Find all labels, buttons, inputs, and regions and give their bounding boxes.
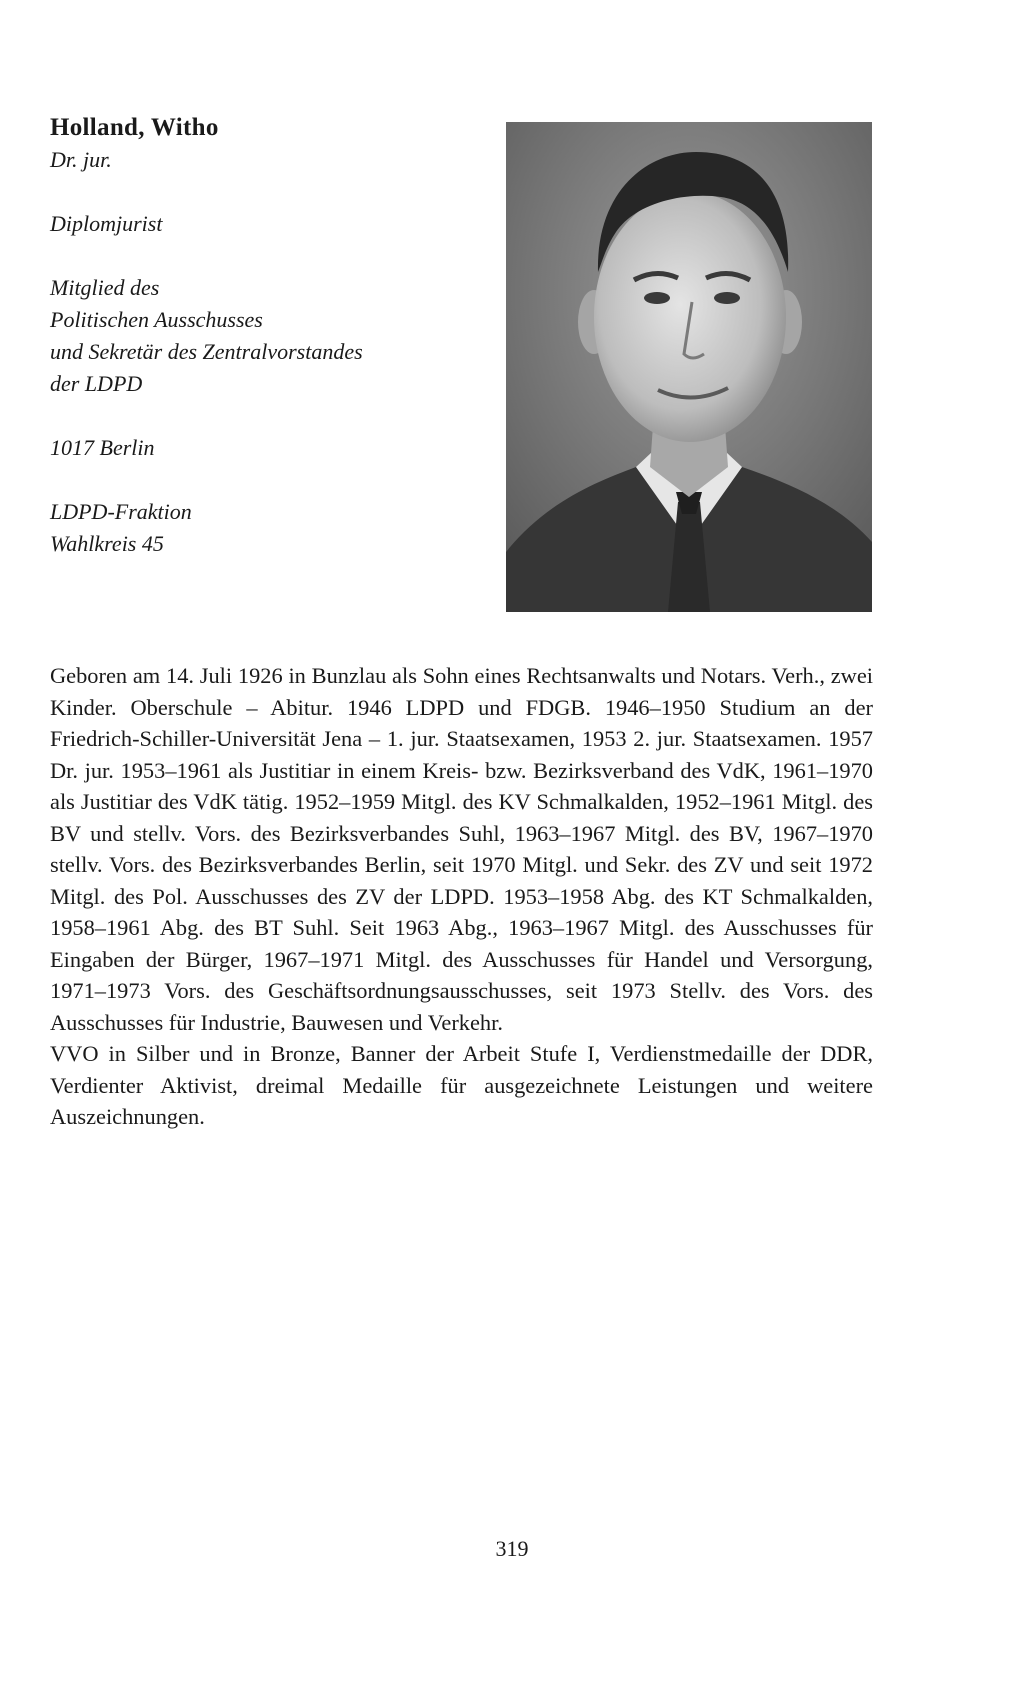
awards-text: VVO in Silber und in Bronze, Banner der Arbeit Stufe I, Verdienstmedaille der DDR, Verdienter Aktivist, dreimal Medaille für ausgezeichnete Leistungen und weitere Auszeichnungen. bbox=[50, 1041, 873, 1129]
position-line-1: Mitglied des bbox=[50, 275, 160, 300]
portrait-photo bbox=[506, 122, 872, 612]
person-name: Holland, Witho bbox=[50, 114, 219, 141]
person-faction: LDPD-Fraktion bbox=[50, 499, 192, 524]
position-line-3: und Sekretär des Zentralvorstandes bbox=[50, 339, 363, 364]
biography-text: Geboren am 14. Juli 1926 in Bunzlau als Sohn eines Rechtsanwalts und Notars. Verh., zwei Kinder. Oberschule – Abitur. 1946 LDPD und FDGB. 1946–1950 Studium an der Friedrich-Schiller-Universität Jena – 1. jur. Staatsexamen, 1953 2. jur. Staatsexamen. 1957 Dr. jur. 1953–1961 als Justitiar in einem Kreis- bzw. Bezirksverband des VdK, 1961–1970 als Justitiar des VdK tätig. 1952–1959 Mitgl. des KV Schmalkalden, 1952–1961 Mitgl. des BV und stellv. Vors. des Bezirksverbandes Suhl, 1963–1967 Mitgl. des BV, 1967–1970 stellv. Vors. des Bezirksverbandes Berlin, seit 1970 Mitgl. und Sekr. des ZV und seit 1972 Mitgl. des Pol. Ausschusses des ZV der LDPD. 1953–1958 Abg. des KT Schmalkalden, 1958–1961 Abg. des BT Suhl. Seit 1963 Abg., 1963–1967 Mitgl. des Ausschusses für Eingaben der Bürger, 1967–1971 Mitgl. des Ausschusses für Handel und Versorgung, 1971–1973 Vors. des Geschäftsordnungsausschusses, seit 1973 Stellv. des Vors. des Ausschusses für Industrie, Bauwesen und Verkehr. bbox=[50, 663, 873, 1035]
person-title: Dr. jur. bbox=[50, 147, 112, 172]
page-number: 319 bbox=[495, 1536, 529, 1561]
person-constituency: Wahlkreis 45 bbox=[50, 531, 164, 556]
position-line-4: der LDPD bbox=[50, 371, 143, 396]
portrait-photo-icon bbox=[506, 122, 872, 612]
entry-header bbox=[50, 112, 480, 560]
biography bbox=[50, 660, 873, 1133]
person-location: 1017 Berlin bbox=[50, 435, 155, 460]
person-profession: Diplomjurist bbox=[50, 211, 163, 236]
position-line-2: Politischen Ausschusses bbox=[50, 307, 263, 332]
